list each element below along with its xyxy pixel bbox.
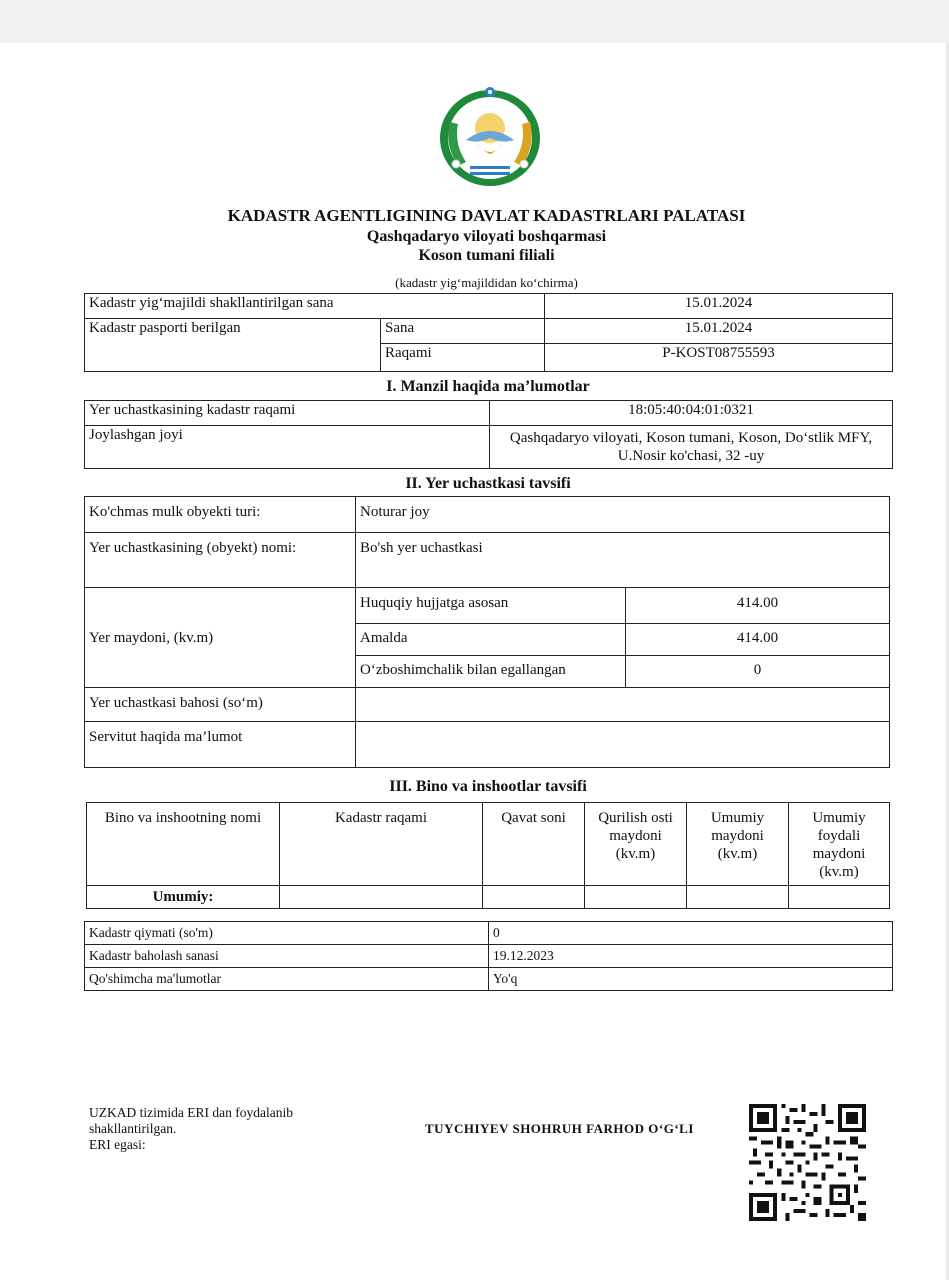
section-1-title: I. Manzil haqida ma’lumotlar <box>386 378 590 395</box>
qr-code-icon <box>749 1104 866 1221</box>
area-actual-value: 414.00 <box>626 624 890 656</box>
area-legal-label: Huquqiy hujjatga asosan <box>356 588 626 624</box>
property-type-value: Noturar joy <box>356 497 890 533</box>
additional-info-label: Qo'shimcha ma'lumotlar <box>85 968 489 991</box>
eds-note-line2: shakllantirilgan. <box>89 1121 177 1136</box>
area-legal-value: 414.00 <box>626 588 890 624</box>
land-area-label: Yer maydoni, (kv.m) <box>85 588 356 688</box>
region-title: Qashqadaryo viloyati boshqarmasi <box>366 228 607 245</box>
branch-title: Koson tumani filiali <box>418 247 555 264</box>
col-building-name: Bino va inshootning nomi <box>87 803 280 886</box>
location-value: Qashqadaryo viloyati, Koson tumani, Koson, Do‘stlik MFY, U.Nosir ko'chasi, 32 -uy <box>490 426 893 469</box>
col-useful-area: Umumiy foydali maydoni (kv.m) <box>789 803 890 886</box>
additional-info-value: Yo'q <box>489 968 893 991</box>
cadastral-value-label: Kadastr qiymati (so'm) <box>85 922 489 945</box>
valuation-date-label: Kadastr baholash sanasi <box>85 945 489 968</box>
passport-date-value: 15.01.2024 <box>545 319 893 344</box>
eds-note-line1: UZKAD tizimida ERI dan foydalanib <box>89 1105 293 1120</box>
col-cadastral-number: Kadastr raqami <box>280 803 483 886</box>
document-subtitle: (kadastr yig‘majildidan ko‘chirma) <box>395 275 578 290</box>
total-cell <box>483 886 585 909</box>
total-cell <box>687 886 789 909</box>
cadastral-number-value: 18:05:40:04:01:0321 <box>490 401 893 426</box>
servitude-value <box>356 722 890 768</box>
signer-name: TUYCHIYEV SHOHRUH FARHOD O‘G‘LI <box>425 1121 694 1136</box>
registry-date-label: Kadastr yig‘majildi shakllantirilgan sana <box>85 294 545 319</box>
passport-number-value: P-KOST08755593 <box>545 344 893 372</box>
section-2-title: II. Yer uchastkasi tavsifi <box>405 475 571 492</box>
page-top-band <box>0 0 949 43</box>
object-name-label: Yer uchastkasining (obyekt) nomi: <box>85 533 356 588</box>
address-table <box>84 400 893 469</box>
registry-info-table <box>84 293 893 372</box>
area-unauthorized-value: 0 <box>626 656 890 688</box>
valuation-date-value: 19.12.2023 <box>489 945 893 968</box>
eds-note-line3: ERI egasi: <box>89 1137 146 1152</box>
col-total-area: Umumiy maydoni (kv.m) <box>687 803 789 886</box>
object-name-value: Bo'sh yer uchastkasi <box>356 533 890 588</box>
buildings-table <box>86 802 890 909</box>
cadastral-value-value: 0 <box>489 922 893 945</box>
passport-number-label: Raqami <box>381 344 545 372</box>
col-footprint-area: Qurilish osti maydoni (kv.m) <box>585 803 687 886</box>
land-price-label: Yer uchastkasi bahosi (so‘m) <box>85 688 356 722</box>
property-type-label: Ko'chmas mulk obyekti turi: <box>85 497 356 533</box>
land-price-value <box>356 688 890 722</box>
land-description-table <box>84 496 890 768</box>
total-cell <box>585 886 687 909</box>
section-3-title: III. Bino va inshootlar tavsifi <box>389 778 587 795</box>
passport-date-label: Sana <box>381 319 545 344</box>
total-cell <box>280 886 483 909</box>
location-label: Joylashgan joyi <box>85 426 490 469</box>
area-actual-label: Amalda <box>356 624 626 656</box>
passport-issued-label: Kadastr pasporti berilgan <box>85 319 381 372</box>
agency-title: KADASTR AGENTLIGINING DAVLAT KADASTRLARI PALATASI <box>227 206 746 225</box>
servitude-label: Servitut haqida ma’lumot <box>85 722 356 768</box>
state-emblem-icon <box>436 82 544 188</box>
col-floors: Qavat soni <box>483 803 585 886</box>
registry-date-value: 15.01.2024 <box>545 294 893 319</box>
buildings-total-label: Umumiy: <box>87 886 280 909</box>
valuation-table <box>84 921 893 991</box>
cadastral-number-label: Yer uchastkasining kadastr raqami <box>85 401 490 426</box>
eds-note <box>89 1105 293 1153</box>
total-cell <box>789 886 890 909</box>
area-unauthorized-label: O‘zboshimchalik bilan egallangan <box>356 656 626 688</box>
